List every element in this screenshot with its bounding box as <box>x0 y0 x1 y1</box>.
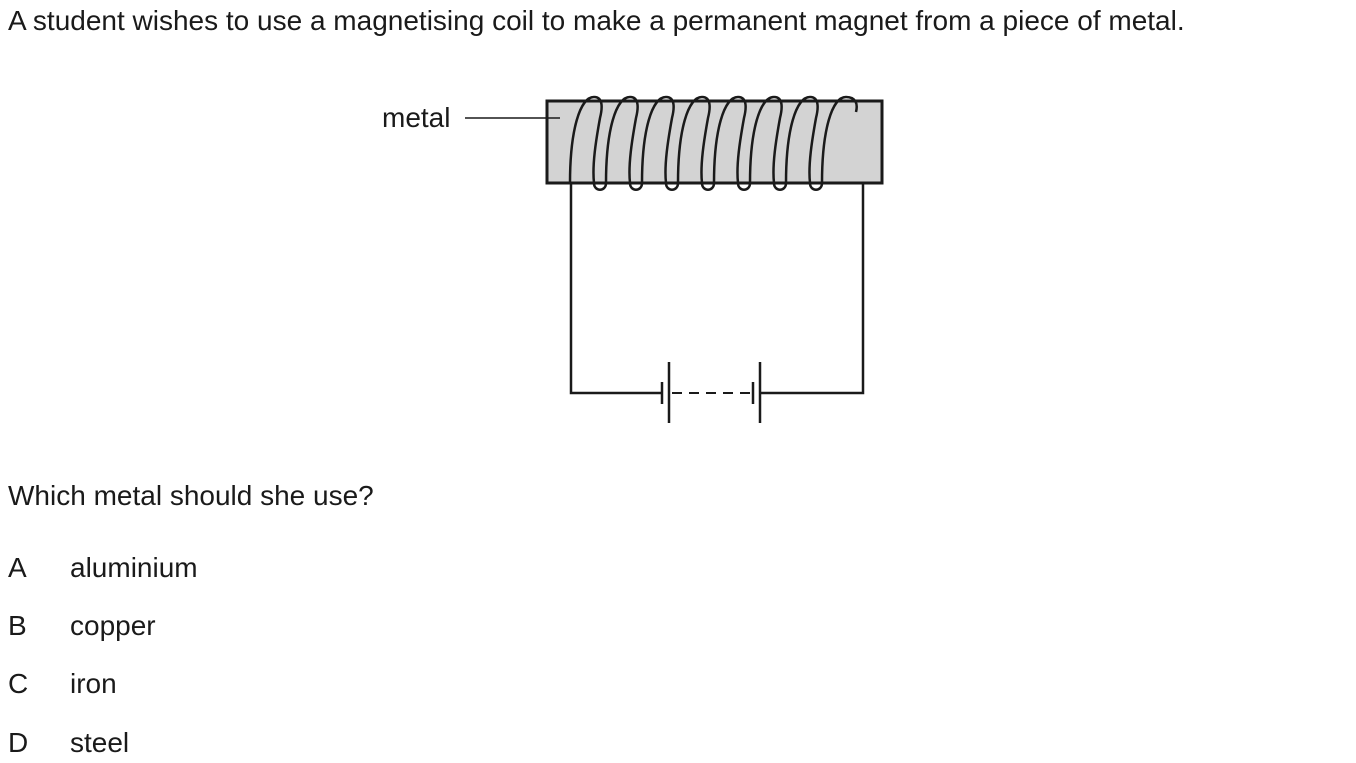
option-text: aluminium <box>70 552 198 583</box>
option-text: iron <box>70 668 117 699</box>
option-b[interactable] <box>8 609 156 643</box>
option-text: steel <box>70 727 130 758</box>
option-letter: D <box>8 727 29 758</box>
option-letter: A <box>8 552 27 583</box>
option-letter: C <box>8 668 29 699</box>
metal-label: metal <box>382 102 451 133</box>
question-prompt: Which metal should she use? <box>8 480 374 511</box>
circuit-wires <box>571 183 863 393</box>
option-a[interactable] <box>8 551 198 585</box>
option-c[interactable] <box>8 667 117 701</box>
option-d[interactable] <box>8 726 129 760</box>
option-text: copper <box>70 610 156 641</box>
option-letter: B <box>8 610 27 641</box>
question-intro: A student wishes to use a magnetising coil to make a permanent magnet from a piece of metal. <box>8 5 1185 36</box>
battery-symbol <box>662 362 760 423</box>
